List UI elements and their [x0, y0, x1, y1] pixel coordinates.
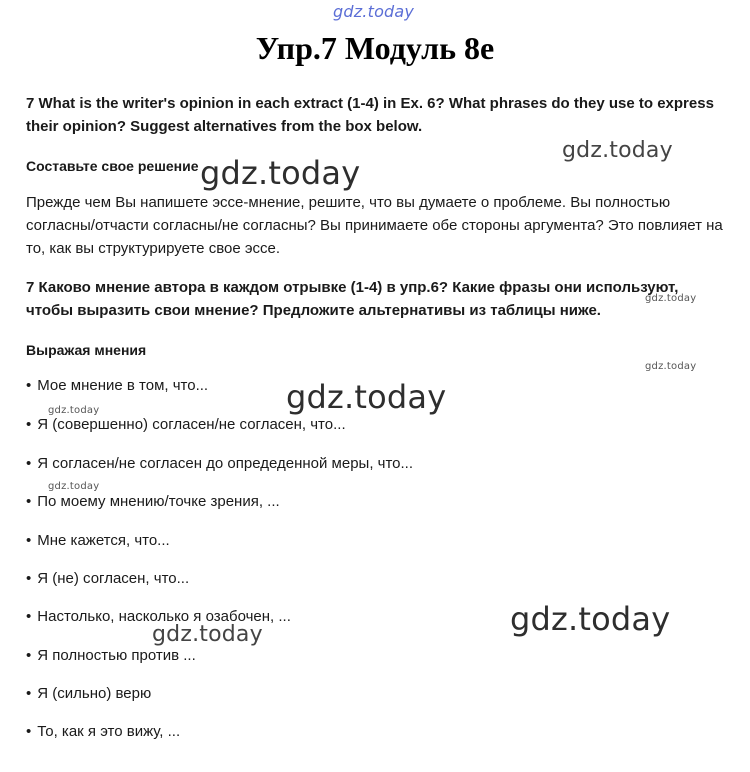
list-item: • Мое мнение в том, что...	[26, 377, 209, 394]
list-item: • Я (сильно) верю	[26, 685, 152, 702]
list-item: • Я согласен/не согласен до опредеденной меры, что...	[26, 455, 414, 472]
list-item: • То, как я это вижу, ...	[26, 723, 181, 740]
watermark-tiny: gdz.today	[48, 481, 100, 492]
watermark-tiny: gdz.today	[645, 361, 697, 372]
watermark-tiny: gdz.today	[645, 293, 697, 304]
bullet-icon: •	[26, 493, 32, 510]
watermark-medium: gdz.today	[562, 138, 673, 163]
opinions-heading: Выражая мнения	[26, 342, 147, 358]
bullet-icon: •	[26, 723, 32, 740]
solution-text: Прежде чем Вы напишете эссе-мнение, решите, что вы думаете о проблеме. Вы полностью согласны/отчасти согласны/не согласны? Вы принимаете обе стороны аргумента? Это повлияет на то, как вы структурируете свое эссе.	[26, 194, 723, 257]
list-item: • По моему мнению/точке зрения, ...	[26, 493, 280, 510]
watermark-large: gdz.today	[286, 378, 447, 416]
list-item: • Я (совершенно) согласен/не согласен, что...	[26, 416, 346, 433]
bullet-icon: •	[26, 416, 32, 433]
bullet-icon: •	[26, 685, 32, 702]
list-item: • Я полностью против ...	[26, 647, 196, 664]
solution-heading: Составьте свое решение	[26, 158, 199, 174]
bullet-icon: •	[26, 377, 32, 394]
watermark-top: gdz.today	[333, 2, 415, 21]
bullet-icon: •	[26, 647, 32, 664]
page-title: Упр.7 Модуль 8e	[255, 30, 495, 66]
list-item: • Я (не) согласен, что...	[26, 570, 190, 587]
task-english: 7 What is the writer's opinion in each extract (1-4) in Ex. 6? What phrases do they use to express their opinion? Suggest alternatives from the box below.	[26, 95, 714, 135]
watermark-medium: gdz.today	[152, 622, 263, 647]
list-item: • Настолько, насколько я озабочен, ...	[26, 608, 291, 625]
list-item: • Мне кажется, что...	[26, 532, 170, 549]
task-russian: 7 Каково мнение автора в каждом отрывке (1-4) в упр.6? Какие фразы они используют, чтобы выразить свои мнение? Предложите альтернативы из таблицы ниже.	[26, 279, 679, 319]
bullet-icon: •	[26, 608, 32, 625]
watermark-tiny: gdz.today	[48, 405, 100, 416]
bullet-icon: •	[26, 532, 32, 549]
bullet-icon: •	[26, 455, 32, 472]
watermark-large: gdz.today	[510, 600, 671, 638]
bullet-icon: •	[26, 570, 32, 587]
watermark-large: gdz.today	[200, 154, 361, 192]
